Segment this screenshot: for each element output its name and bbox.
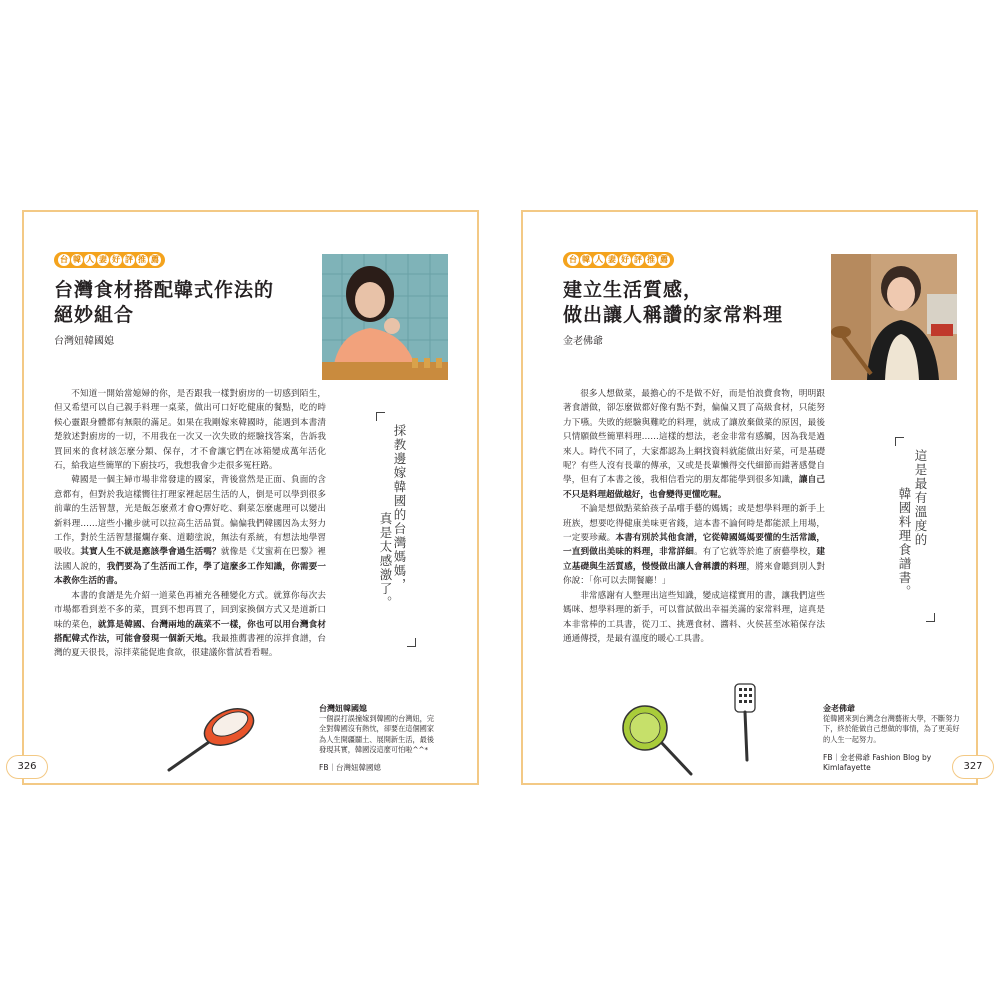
title-line: 台灣食材搭配韓式作法的	[54, 279, 275, 301]
badge-char: 人	[595, 255, 603, 264]
quote-col: 真是太感激了。	[378, 512, 393, 610]
quote-col: 這是最有溫度的	[913, 449, 928, 547]
bio-name: 台灣妞韓國媳	[319, 704, 367, 713]
page-number: 327	[952, 755, 994, 779]
title-line: 建立生活質感，	[563, 279, 704, 301]
text-run: ，將來會聽到別人對你說：「你可以去開餐廳！」	[563, 561, 825, 587]
quote-bracket-close	[926, 613, 935, 622]
spatula-illustration	[731, 682, 761, 762]
recommend-badge	[54, 252, 165, 268]
badge-char: 好	[621, 255, 629, 264]
text-run-bold: 我們要為了生活而工作，學了這麼多工作知識，你需要一本教你生活的書。	[54, 561, 326, 587]
quote-col: 採教邊嫁韓國的台灣媽媽，	[392, 424, 407, 592]
paragraph	[563, 387, 825, 502]
quote-bracket-close	[407, 638, 416, 647]
paragraph	[54, 387, 326, 473]
text-run: 韓國是一個主婦市場非常發達的國家，背後當然是正面、負面的含意都有，但對於我這樣嚮往打理家裡起居生活的人，倒是可以學到很多前輩的生活智慧，光是飯怎麼煮才會Q彈好吃、剩菜怎麼處理可以變出新料理……這些小撇步就可以拉高生活品質。偏偏我們韓國因為太努力工作，對於生活智慧擺爛存棄、道聽塗說，無法有系統，有想法地學習吸收。	[54, 475, 326, 558]
text-run: 很多人想做菜，最擔心的不是做不好，而是怕浪費食物，明明跟著食譜做，卻怎麼做都好像有點不對，偏偏又買了高級食材，只能努力下嚥。失敗的經驗與難吃的料理，就成了讓放棄做菜的原因，最後只情願做些簡單料理……這樣的想法，老金非常有感觸，因為我是過來人。時代不同了，大家都認為上網找資料就能做出好菜，可是基礎呢？有些人沒有長輩的傳承，又或是長輩懶得交代細節而錯著感覺自學，但有了本書之後，我相信看完的朋友都能學到很多知識，	[563, 389, 825, 486]
author-bio	[823, 704, 963, 773]
text-run: 不論是想做點菜給孩子品嚐手藝的媽媽；或是想學料理的新手上班族，想要吃得健康美味更省錢，這本書不論何時是都能派上用場，一定要珍藏。	[563, 504, 825, 544]
badge-char: 妻	[99, 255, 107, 264]
badge-char: 薦	[660, 255, 668, 264]
body-text	[563, 387, 825, 646]
badge-char: 韓	[73, 255, 81, 264]
text-run: 不知道一開始當媳婦的你，是否跟我一樣對廚房的一切感到陌生，但又希望可以自己親手料理一桌菜，做出可口好吃健康的餐點，吃的時候心靈跟身體都有無限的滿足。如果在我剛嫁來韓國時，能遇到本書清楚敘述對廚房的一切，不用我在一次又一次失敗的經驗找答案，告訴我買回來的食材該怎麼分類、保存，才不會讓它們在冰箱變成萬年活化石，給我這些簡單的下廚技巧，我想我會少走很多冤枉路。	[54, 389, 326, 472]
paragraph	[54, 589, 326, 661]
badge-char: 台	[569, 255, 577, 264]
badge-char: 妻	[608, 255, 616, 264]
text-run: 本書的食譜是先介紹一道菜色再補充各種變化方式。就算你每次去市場都看到差不多的菜，買到不想再買了，回到家換個方式又是道新口味的菜色，	[54, 590, 326, 630]
author-photo	[322, 254, 448, 380]
text-run-bold: 其實人生不就是應該學會過生活嗎？	[80, 547, 221, 558]
badge-char: 推	[647, 255, 655, 264]
red-pan-illustration	[164, 702, 264, 777]
pull-quote	[376, 412, 416, 647]
badge-char: 評	[634, 255, 642, 264]
title-line: 絕妙組合	[54, 304, 135, 326]
quote-bracket-open	[376, 412, 385, 421]
left-page	[22, 210, 479, 785]
badge-char: 韓	[582, 255, 590, 264]
quote-col: 韓國料理食譜書。	[897, 487, 912, 599]
title-line: 做出讓人稱讚的家常料理	[563, 304, 784, 326]
text-run: 非常感謝有人整理出這些知識，變成這樣實用的書，讓我們這些媽咪、想學料理的新手，可以嘗試做出幸福美滿的家常料理，這真是本非常棒的工具書，從刀工、挑選食材、醬料、火侯甚至冰箱保存法通通傳授，是最有溫度的暖心工具書。	[563, 590, 825, 644]
text-run-bold: 本書有別於其他食譜，它從韓國媽媽要懂的生活常識，一直到做出美味的料理，非常詳細	[563, 533, 825, 558]
bio-text: 一個誤打誤撞嫁到韓國的台灣妞，完全對韓國沒有熱忱，卻要在這個國家為人生開疆闢土、展開新生活，最後發現其實，韓國沒這麼可怕啦^^*	[319, 714, 435, 754]
page-title	[54, 278, 314, 328]
bio-text: 從韓國來到台灣念台灣藝術大學，不斷努力下，終於能做自己想做的事情，為了更美好的人生一起努力。	[823, 714, 960, 744]
page-title	[563, 278, 823, 328]
right-page	[521, 210, 978, 785]
badge-char: 推	[138, 255, 146, 264]
author-photo	[831, 254, 957, 380]
bio-name: 金老佛爺	[823, 704, 855, 713]
text-run: 。有了它就等於進了廚藝學校，	[694, 547, 817, 558]
text-run-bold: 讓自己不只是料理超做越好，也會變得更懂吃喔。	[563, 475, 825, 500]
text-run-bold: 就算是韓國、台灣兩地的蔬菜不一樣，你也可以用台灣食材搭配韓式作法，可能會發現一個新天地。	[54, 619, 326, 644]
badge-char: 台	[60, 255, 68, 264]
badge-char: 好	[112, 255, 120, 264]
author-name: 台灣妞韓國媳	[54, 336, 114, 347]
quote-bracket-open	[895, 437, 904, 446]
pull-quote	[895, 437, 935, 622]
recommend-badge	[563, 252, 674, 268]
paragraph	[563, 589, 825, 647]
author-bio	[319, 704, 439, 773]
paragraph	[563, 502, 825, 588]
author-name: 金老佛爺	[563, 336, 603, 347]
text-run: 就像是《艾蜜莉在巴黎》裡法國人說的，	[54, 547, 326, 572]
text-run-bold: 建立基礎與生活質感，慢慢做出讓人會稱讚的料理	[563, 547, 825, 572]
bio-fb: FB｜金老佛爺 Fashion Blog by Kimlafayette	[823, 752, 932, 773]
badge-char: 評	[125, 255, 133, 264]
badge-char: 人	[86, 255, 94, 264]
badge-char: 薦	[151, 255, 159, 264]
body-text	[54, 387, 326, 661]
green-pan-illustration	[619, 702, 699, 782]
paragraph	[54, 473, 326, 588]
page-number: 326	[6, 755, 48, 779]
text-run: 我最推薦書裡的涼拌食譜，台灣的夏天很長，涼拌菜能促進食欲，很建議你嘗試看看喔。	[54, 633, 326, 659]
bio-fb: FB｜台灣妞韓國媳	[319, 763, 381, 773]
